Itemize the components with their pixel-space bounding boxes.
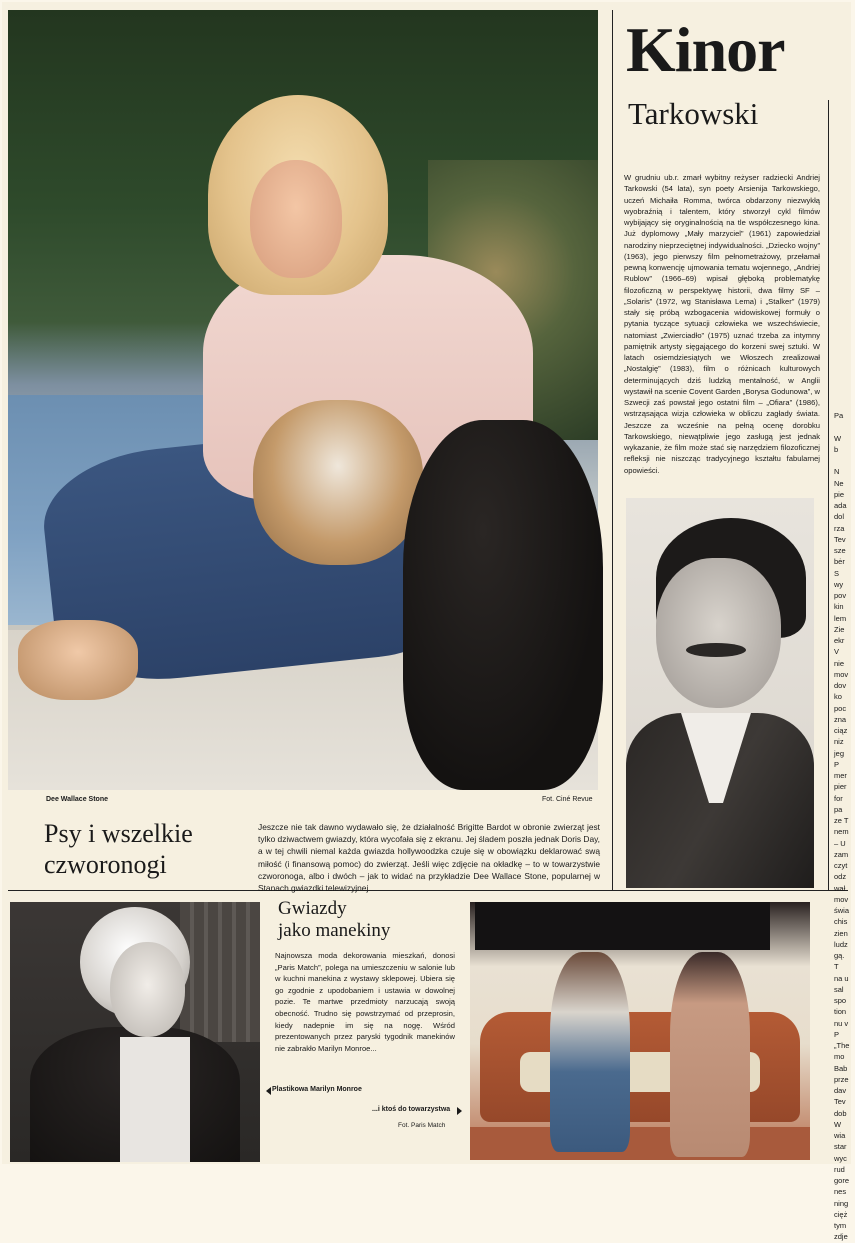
mannequin-shirt — [120, 1037, 190, 1162]
cut-off-line: zna — [834, 714, 847, 724]
gwiazdy-title-line1: Gwiazdy — [278, 898, 347, 919]
cut-off-line: T — [834, 962, 839, 972]
cut-off-line: sal — [834, 984, 844, 994]
cut-off-line: wy — [834, 579, 844, 589]
cut-off-line: P — [834, 759, 840, 769]
section-title: Kinor — [626, 14, 785, 85]
mannequins-couch-photo — [470, 902, 810, 1160]
background-window — [180, 902, 260, 1042]
column-rule — [612, 10, 613, 890]
cut-off-line: tion — [834, 1007, 847, 1017]
cut-off-line — [834, 455, 850, 466]
mannequin-face — [110, 942, 185, 1037]
cut-off-line: W — [834, 433, 842, 443]
cut-off-line: N — [834, 467, 840, 477]
cut-off-line: na u — [834, 973, 849, 983]
column-rule-right — [828, 100, 829, 890]
wall-painting — [475, 902, 770, 950]
cut-off-line: prze — [834, 1074, 849, 1084]
arrow-left-icon — [266, 1087, 271, 1095]
cut-off-line: ze T — [834, 816, 849, 825]
gwiazdy-article-title — [278, 898, 468, 942]
cut-off-line: nem — [834, 827, 849, 837]
cut-off-line: jeg — [834, 748, 845, 758]
psy-article-body: Jeszcze nie tak dawno wydawało się, że działalność Brigitte Bardot w obronie zwierząt jest tylko dziwactwem gwiazdy, która wycofała się z ekranu. Jej śladem poszła jednak Doris Day, a w tej chwili niemal każda gwiazda hollywoodzka czuje się w obowiązku deklarować swą miłość (i finansową pomoc) do zwierząt. Jeśli więc zdjęcie na okładkę – to w towarzystwie czworonoga, albo i dwóch – jak to widać na przykładzie Dee Wallace Stone, popularnej w Stanach gwiazdki telewizyjnej. — [258, 822, 600, 894]
male-mannequin — [550, 952, 630, 1152]
tarkowski-face — [656, 558, 781, 708]
paris-match-credit: Fot. Paris Match — [398, 1122, 446, 1129]
psy-title-line2: czworonogi — [44, 850, 167, 879]
cut-off-line: zdje — [834, 1232, 848, 1242]
cut-off-line: Ne — [834, 478, 844, 488]
cut-off-line: mo — [834, 1052, 845, 1062]
cut-off-line: niz — [834, 737, 844, 747]
tarkowski-title: Tarkowski — [628, 96, 759, 131]
psy-article-title — [44, 818, 234, 880]
cut-off-line: bėr — [834, 557, 845, 567]
cut-off-line: W — [834, 1119, 842, 1129]
main-photo — [8, 10, 598, 790]
cut-off-line: b — [834, 444, 839, 454]
tarkowski-photo — [626, 498, 814, 886]
cut-off-line: wyc — [834, 1153, 847, 1163]
cut-off-line — [834, 421, 850, 432]
cut-off-line: pier — [834, 782, 847, 792]
cut-off-line: for — [834, 793, 843, 803]
cut-off-line: Pa — [834, 411, 844, 420]
cut-off-line: rud — [834, 1164, 845, 1174]
cut-off-line: zien — [834, 928, 848, 938]
cut-off-line: ko — [834, 692, 842, 702]
cut-off-line: nie — [834, 658, 845, 668]
cut-off-line: lem — [834, 613, 847, 623]
small-dog — [253, 400, 423, 565]
cut-off-line: pa — [834, 804, 843, 814]
cut-off-line: spo — [834, 996, 847, 1005]
cut-off-line: ekr — [834, 636, 845, 645]
cut-off-line: rza — [834, 523, 845, 533]
arrow-right-icon — [457, 1107, 462, 1115]
cut-off-line: Zie — [834, 624, 845, 634]
cut-off-line: kin — [834, 602, 844, 612]
cut-off-line: Bab — [834, 1063, 848, 1073]
cut-off-line: wia — [834, 1131, 846, 1140]
floor — [470, 1127, 810, 1160]
cut-off-line: V — [834, 647, 840, 657]
female-mannequin — [670, 952, 750, 1157]
cut-off-line: P — [834, 1029, 840, 1039]
cut-off-line: dov — [834, 681, 847, 690]
cut-off-line: Tev — [834, 534, 846, 544]
marilyn-caption: Plastikowa Marilyn Monroe — [272, 1086, 362, 1093]
cut-off-line: pov — [834, 591, 847, 600]
cut-off-line: mer — [834, 771, 847, 780]
woman-face — [250, 160, 342, 278]
cut-off-line: gą. — [834, 951, 845, 960]
cut-off-line: gore — [834, 1176, 850, 1185]
tarkowski-mustache — [686, 643, 746, 657]
cut-off-line: dob — [834, 1108, 847, 1118]
tarkowski-body: W grudniu ub.r. zmarł wybitny reżyser radziecki Andriej Tarkowski (54 lata), syn poety Arsienija Tarkowskiego, uczeń Michaiła Romma, twórca obdarzony niezwykłą wyobraźnią i talentem, który stworzył cykl filmów wybijający się oryginalnością na tle współczesnego kina. Już dyplomowy „Mały marzyciel” (1961) zapowiedział narodziny nieprzeciętnej indywidualności. „Dziecko wojny” (1963), jego pierwszy film pełnometrażowy, przełamał pewną konwencję ujmowania tematu wojennego, „Andriej Rublow” (1966–69) wpisał głęboką problematykę filozoficzną w perspektywę historii, dwa filmy SF – „Solaris” (1972, wg Stanisława Lema) i „Stalker” (1979) stały się próbą wzbogacenia widowiskowej formuły o pytania tyczące sytuacji człowieka we wszechświecie, natomiast „Zwierciadło” (1975) uznać trzeba za intymny pamiętnik artysty sięgającego do korzeni swej sztuki. W latach osiemdziesiątych we Włoszech zrealizował „Nostalgię” (1983), film o różnicach kulturowych determinujących dziś ludzką mentalność, w Anglii wystawił na scenie Covent Garden „Borysa Godunowa”, w Szwecji zaś powstał jego ostatni film – „Ofiara” (1986), wstrząsająca wizja człowieka w obliczu zagłady świata. Jeszcze za wcześnie na pełną ocenę dorobku Tarkowskiego, niewątpliwie jego zasługą jest jednak wykazanie, że film może stać się narzędziem filozoficznej refleksji nie niszcząc tradycyjnego kształtu fabularnej opowieści. — [624, 173, 820, 475]
cut-off-line: – U — [834, 838, 846, 848]
cut-off-line: pie — [834, 489, 845, 499]
sandal — [18, 620, 138, 700]
cut-off-line: czyt — [834, 861, 848, 870]
cut-off-line: ciąz — [834, 726, 848, 735]
marilyn-mannequin-photo — [10, 902, 260, 1162]
main-photo-caption: Dee Wallace Stone — [46, 796, 108, 803]
cut-off-line: dol — [834, 512, 845, 522]
gwiazdy-article-body: Najnowsza moda dekorowania mieszkań, donosi „Paris Match”, polega na umieszczeniu w salonie lub w kuchni manekina z wystawy sklepowej. Ubiera się go zgodnie z upodobaniem i ustawia w dowolnej pozie. Te martwe przedmioty narzucają swoją obecność. Trudno się powstrzymać od przeprosin, kiedy nadepnie im się na nogę. Wśród prezentowanych przez paryski tygodnik manekinów nie zabrakło Marilyn Monroe... — [275, 951, 455, 1053]
cut-off-line: Tev — [834, 1097, 846, 1107]
cut-off-line: dav — [834, 1086, 847, 1095]
black-dog — [403, 420, 603, 790]
cut-off-line: „The — [834, 1041, 850, 1050]
cut-off-line: sze — [834, 546, 846, 555]
psy-title-line1: Psy i wszelkie — [44, 819, 193, 848]
cut-off-line: nu v — [834, 1018, 849, 1028]
cut-off-line: chis — [834, 917, 848, 927]
cut-off-line: nes — [834, 1187, 847, 1197]
cut-off-line: poc — [834, 703, 847, 713]
cut-off-line: odz — [834, 872, 847, 882]
cut-off-line: S — [834, 568, 840, 578]
couch-caption: ...i ktoś do towarzystwa — [372, 1106, 451, 1113]
cut-off-line: świa — [834, 906, 850, 915]
main-photo-credit: Fot. Ciné Revue — [542, 796, 593, 803]
cut-off-line: star — [834, 1142, 847, 1152]
cut-off-line: wał — [834, 883, 846, 893]
cut-off-line: ning — [834, 1198, 849, 1208]
cut-off-line: cięż — [834, 1209, 848, 1219]
cut-off-column — [834, 410, 850, 1242]
cut-off-line: mov — [834, 894, 849, 904]
cut-off-line: mov — [834, 669, 849, 679]
cut-off-line: tym — [834, 1221, 847, 1230]
cut-off-line: ludz — [834, 939, 848, 949]
cut-off-line: zam — [834, 849, 849, 859]
cut-off-line: ada — [834, 501, 847, 510]
gwiazdy-title-line2: jako manekiny — [278, 920, 391, 941]
